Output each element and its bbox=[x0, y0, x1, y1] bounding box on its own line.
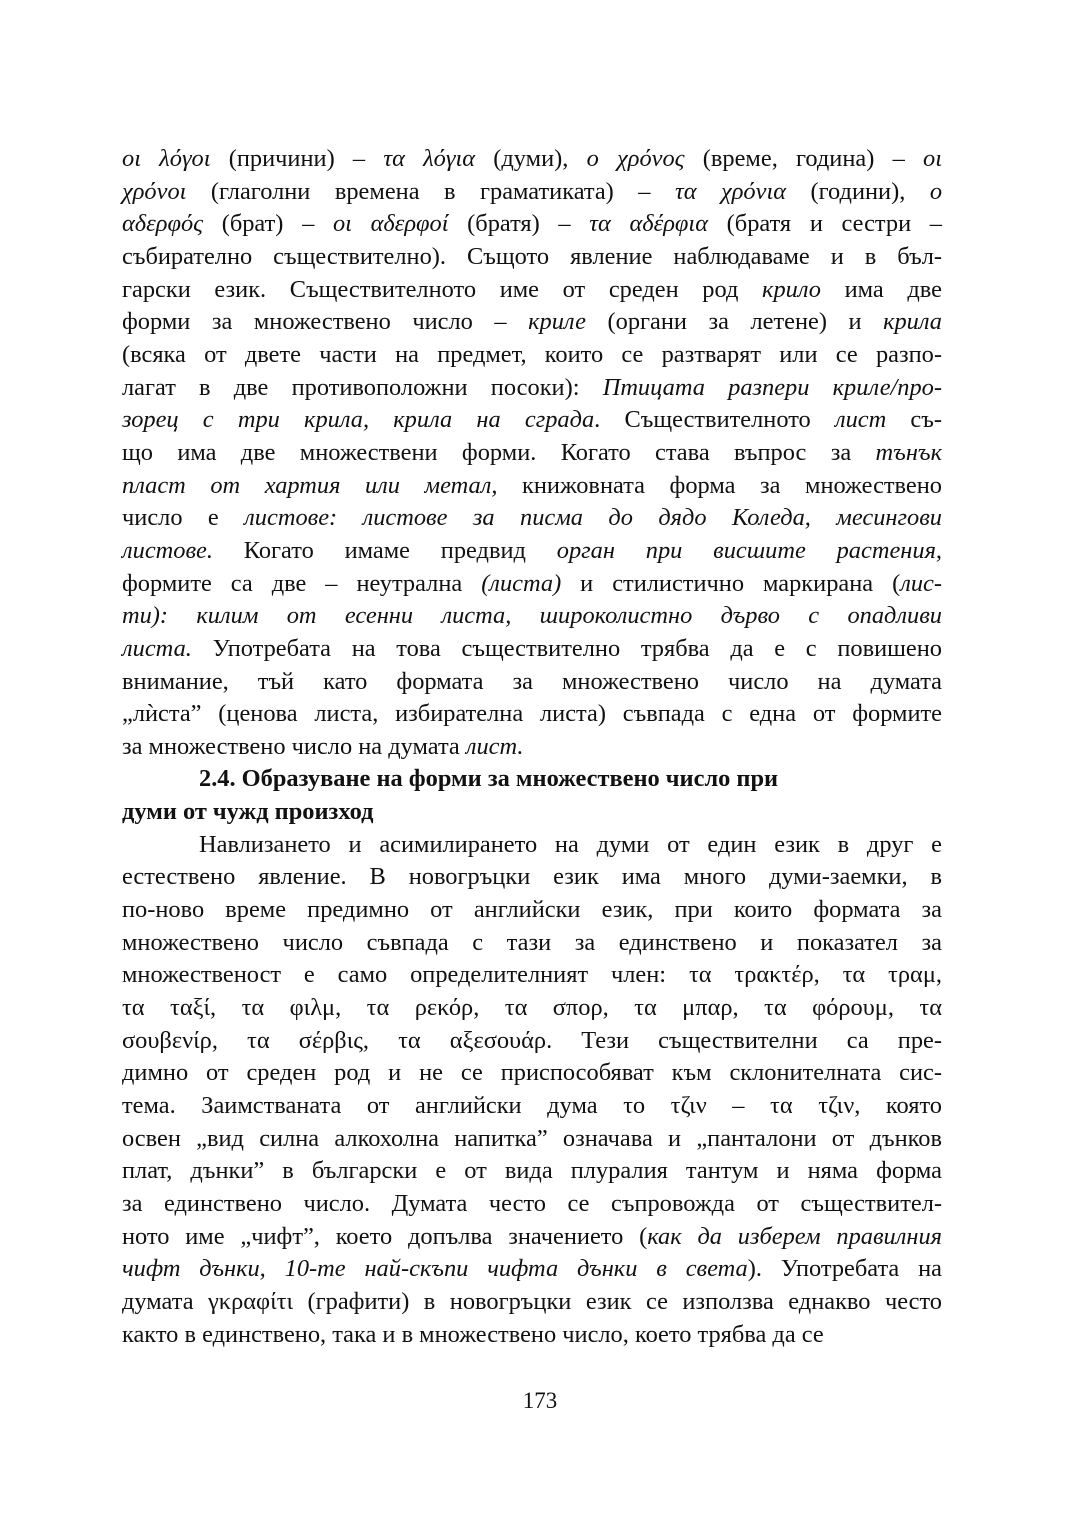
text-line bbox=[122, 176, 942, 209]
italic-text: οι bbox=[923, 145, 942, 172]
text-run: τα ταξί, τα φιλμ, τα ρεκόρ, τα σπορ, τα μπαρ, τα φόρουμ, τα bbox=[122, 994, 942, 1022]
italic-text: листове: листове за писма до дядо Коледа, месингови bbox=[244, 504, 942, 532]
text-line bbox=[122, 372, 942, 405]
text-line bbox=[122, 535, 942, 568]
heading-line-1: 2.4. Образуване на форми за множествено число при bbox=[199, 765, 779, 793]
text-run: (време, година) – bbox=[684, 145, 923, 172]
page-body bbox=[122, 143, 942, 1351]
text-line bbox=[122, 927, 942, 960]
text-line bbox=[122, 698, 942, 731]
text-line bbox=[122, 829, 942, 862]
text-line bbox=[122, 600, 942, 633]
text-run: (брат) – bbox=[203, 210, 333, 238]
text-run: събирателно съществително). Същото явление наблюдаваме и в бъл- bbox=[122, 242, 942, 270]
text-run: (братя и сестри – bbox=[708, 210, 942, 238]
text-line bbox=[122, 470, 942, 503]
italic-text: Птицата разпери криле/про- bbox=[602, 373, 942, 401]
italic-text: χρόνοι bbox=[122, 177, 187, 205]
text-line bbox=[122, 437, 942, 470]
text-line bbox=[122, 1155, 942, 1188]
text-run: (братя) – bbox=[448, 210, 590, 238]
text-line bbox=[122, 1319, 942, 1352]
text-line bbox=[122, 502, 942, 535]
italic-text: αδερφός bbox=[122, 210, 204, 238]
text-line bbox=[122, 1253, 942, 1286]
text-run: гарски език. Съществителното име от среден род bbox=[122, 275, 763, 303]
text-run: ното име „чифт”, което допълва значението ( bbox=[122, 1222, 648, 1250]
text-run: (всяка от двете части на предмет, които се разтварят или се разпо- bbox=[122, 340, 942, 368]
italic-text: листове. bbox=[122, 536, 213, 564]
italic-text: лис- bbox=[900, 569, 942, 597]
paragraph-foreign-words bbox=[122, 829, 942, 1352]
text-run: форми за множествено число – bbox=[122, 308, 529, 336]
text-line bbox=[122, 992, 942, 1025]
italic-text: (листа) bbox=[481, 569, 562, 597]
section-heading-2-4 bbox=[122, 763, 942, 828]
text-run: (органи за летене) и bbox=[585, 308, 884, 336]
italic-text: чифт дънки, 10-те най-скъпи чифта дънки в света bbox=[122, 1255, 748, 1283]
text-line bbox=[122, 568, 942, 601]
italic-text: οι λόγοι bbox=[122, 145, 211, 172]
text-run: тема. Заимстваната от английски дума το τζιν – τα τζιν, която bbox=[122, 1092, 942, 1120]
heading-line-2: думи от чужд произход bbox=[122, 798, 374, 826]
text-line bbox=[122, 404, 942, 437]
text-run: (думи), bbox=[475, 145, 587, 172]
text-run: съ- bbox=[886, 406, 942, 434]
text-run: (години), bbox=[786, 177, 930, 205]
text-run: Употребата на това съществително трябва да е с повишено bbox=[191, 634, 942, 662]
italic-text: криле bbox=[528, 308, 586, 336]
text-line bbox=[122, 1188, 942, 1221]
text-run: Когато имаме предвид bbox=[212, 536, 557, 564]
italic-text: крила bbox=[883, 308, 942, 336]
italic-text: орган при висшите растения, bbox=[556, 536, 943, 564]
italic-text: пласт от хартия или метал, bbox=[122, 471, 498, 499]
paragraph-plural-forms bbox=[122, 143, 942, 763]
text-line bbox=[122, 861, 942, 894]
italic-text: как да изберем правилния bbox=[647, 1222, 943, 1250]
text-line bbox=[122, 143, 942, 176]
text-run: естествено явление. В новогръцки език има много думи-заемки, в bbox=[122, 863, 942, 891]
text-run: формите са две – неутрална bbox=[122, 569, 482, 597]
text-line bbox=[122, 1286, 942, 1319]
text-run: Навлизането и асимилирането на думи от един език в друг е bbox=[199, 830, 942, 858]
text-run: думата γκραφίτι (графити) в новогръцки език се използва еднакво често bbox=[122, 1287, 942, 1315]
italic-text: тънък bbox=[875, 438, 942, 466]
text-run: и стилистично маркирана ( bbox=[561, 569, 901, 597]
text-run: за множествено число на думата bbox=[122, 732, 466, 760]
text-run: σουβενίρ, τα σέρβις, τα αξεσουάρ. Тези съществителни са пре- bbox=[122, 1026, 942, 1054]
text-line bbox=[122, 339, 942, 372]
text-run: за единствено число. Думата често се съпровожда от съществител- bbox=[122, 1190, 942, 1217]
text-run: множественост е само определителният член: τα τρακτέρ, τα τραμ, bbox=[122, 961, 942, 989]
text-run: . Съществителното bbox=[594, 406, 835, 434]
text-run: книжовната форма за множествено bbox=[497, 471, 942, 499]
text-line bbox=[122, 1057, 942, 1090]
italic-text: листа. bbox=[122, 634, 192, 662]
text-run: ). Употребата на bbox=[747, 1255, 942, 1283]
text-line bbox=[122, 1221, 942, 1254]
italic-text: οι αδερφοί bbox=[332, 210, 449, 238]
text-run: лагат в две противоположни посоки): bbox=[122, 373, 603, 401]
text-run: множествено число съвпада с тази за единствено и показател за bbox=[122, 928, 942, 956]
text-run: (глаголни времена в граматиката) – bbox=[186, 177, 675, 205]
text-run: що има две множествени форми. Когато става въпрос за bbox=[122, 438, 876, 466]
text-run: димно от среден род и не се приспособяват към склонителната сис- bbox=[122, 1059, 942, 1087]
text-line bbox=[122, 894, 942, 927]
text-run: има две bbox=[820, 275, 943, 303]
text-line bbox=[122, 208, 942, 241]
text-line bbox=[122, 1123, 942, 1156]
text-line bbox=[122, 1025, 942, 1058]
text-run: число е bbox=[122, 504, 245, 532]
text-line bbox=[122, 241, 942, 274]
text-line bbox=[122, 1090, 942, 1123]
text-line bbox=[122, 731, 942, 764]
text-run: по-ново време предимно от английски език, при които формата за bbox=[122, 896, 942, 924]
italic-text: ти): килим от есенни листа, широколистно дърво с опадливи bbox=[122, 602, 942, 630]
text-line bbox=[122, 274, 942, 307]
text-line bbox=[122, 959, 942, 992]
page-number: 173 bbox=[522, 1388, 558, 1413]
text-run: както в единствено, така и в множествено число, което трябва да се bbox=[122, 1320, 824, 1348]
text-run: освен „вид силна алкохолна напитка” означава и „панталони от дънков bbox=[122, 1124, 942, 1152]
text-line bbox=[122, 666, 942, 699]
italic-text: зорец с три крила, крила на сграда bbox=[122, 406, 595, 434]
text-line bbox=[122, 306, 942, 339]
italic-text: ο χρόνος bbox=[586, 145, 685, 172]
text-run: внимание, тъй като формата за множествено число на думата bbox=[122, 667, 942, 695]
text-run: плат, дънки” в български е от вида плуралия тантум и няма форма bbox=[122, 1157, 942, 1185]
italic-text: лист bbox=[834, 406, 887, 434]
italic-text: крило bbox=[762, 275, 821, 303]
text-line bbox=[122, 633, 942, 666]
italic-text: τα αδέρφια bbox=[589, 210, 709, 238]
text-run: „лѝста” (ценова листа, избирателна листа) съвпада с една от формите bbox=[122, 700, 942, 728]
italic-text: τα λόγια bbox=[383, 145, 476, 172]
text-run: (причини) – bbox=[210, 145, 384, 172]
italic-text: τα χρόνια bbox=[674, 177, 787, 205]
italic-text: ο bbox=[929, 177, 943, 205]
italic-text: лист. bbox=[465, 732, 524, 760]
